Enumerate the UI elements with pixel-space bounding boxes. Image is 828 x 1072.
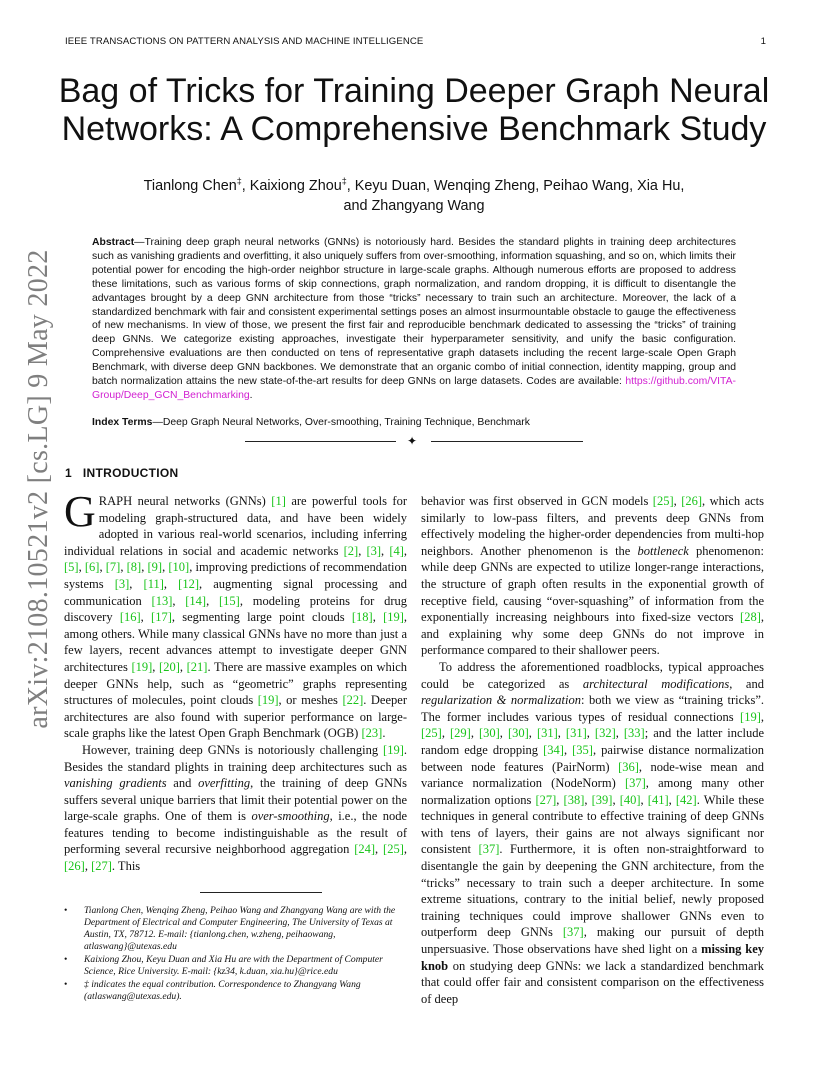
citation-link[interactable]: [17]: [151, 610, 172, 625]
text: , or meshes: [278, 693, 343, 708]
text: are powerful tools for modeling graph-structured data, and have been widely adopted in various real-world scenarios, including inferring individual relations in social and academic networks: [64, 494, 407, 558]
body-column-right: [421, 493, 764, 1007]
citation-link[interactable]: [31]: [565, 726, 587, 741]
text: , improving predictions of recommendation systems: [64, 560, 408, 591]
citation-link[interactable]: [16]: [119, 610, 141, 625]
emphasis: over-smoothing: [251, 809, 330, 824]
citation-link[interactable]: [25]: [652, 494, 674, 508]
text: : both we view as “training tricks”. The former includes various types of residual connections: [421, 693, 764, 724]
citation-link[interactable]: [42]: [675, 792, 697, 807]
citation-link[interactable]: [19]: [131, 659, 153, 674]
footnote-text: ‡ indicates the equal contribution. Correspondence to Zhangyang Wang (atlaswang@utexas.edu).: [84, 979, 361, 1002]
citation-link[interactable]: [30]: [507, 726, 529, 741]
citation-link[interactable]: [24]: [354, 842, 376, 857]
section-title-first: I: [82, 466, 87, 480]
text: , which acts similarly to low-pass filters, and prevents deep GNNs from effectively modeling the higher-order dependencies from multi-hop neighbors. Another phenomenon is the: [421, 494, 765, 558]
equal-contribution-mark: ‡: [341, 176, 347, 186]
section-divider-left: [245, 441, 396, 442]
citation-link[interactable]: [19]: [383, 742, 404, 757]
paragraph: GRAPH neural networks (GNNs) [1] are powerful tools for modeling graph-structured data, and have been widely adopted in various real-world scenarios, including inferring individual relations in social and academic networks [2], [3], [4], [5], [6], [7], [8], [9], [10], improving predictions of recommendation systems [3], [11], [12], augmenting signal processing and communication [13], [14], [15], modeling proteins for drug discovery [16], [17], segmenting large point clouds [18], [19], among others. While many classical GNNs have no more than just a few layers, recent advances attempt to investigate deeper GNN architectures [19], [20], [21]. There are massive examples on which deeper GNNs help, such as “geometric” graphs representing structures of molecules, point clouds [19], or meshes [22]. Deeper architectures are also found with superior performance on large-scale graphs like the latest Open Graph Benchmark (OGB) [23].: [64, 487, 408, 741]
citation-link[interactable]: [35]: [572, 742, 593, 757]
footnote-item: [64, 905, 407, 953]
index-terms-text: —Deep Graph Neural Networks, Over-smoothing, Training Technique, Benchmark: [152, 417, 530, 428]
author-text: Tianlong Chen: [143, 177, 237, 194]
section-number: 1: [65, 466, 72, 480]
text: , the training of deep GNNs suffers several unique barriers that limit their potential power on the large-scale graphs. One of them is: [64, 776, 407, 824]
citation-link[interactable]: [23]: [361, 726, 383, 741]
equal-contribution-mark: ‡: [236, 176, 242, 186]
bold-phrase: missing key knob: [421, 942, 764, 973]
section-title-rest: NTRODUCTION: [86, 466, 179, 480]
text: behavior was first observed in GCN models: [421, 494, 653, 508]
abstract-label: Abstract: [92, 237, 135, 248]
lead-word: RAPH: [98, 494, 133, 508]
citation-link[interactable]: [2]: [343, 543, 359, 558]
citation-link[interactable]: [6]: [84, 560, 100, 575]
text: , node-wise mean and variance normalization (NodeNorm): [421, 759, 764, 791]
citation-link[interactable]: [7]: [105, 560, 121, 575]
text: , among others. While many classical GNNs have no more than just a few layers, recent advances attempt to investigate deeper GNN architectures: [64, 610, 408, 674]
text: , pairwise distance normalization between node features (PairNorm): [421, 742, 764, 774]
text: However, training deep GNNs is notoriously challenging: [82, 742, 384, 757]
citation-link[interactable]: [27]: [535, 792, 557, 807]
citation-link[interactable]: [40]: [619, 792, 641, 807]
text: , among many other normalization options: [421, 776, 764, 807]
bullet-icon: •: [64, 905, 68, 916]
text: . There are massive examples on which deeper GNNs help, such as “geometric” graphs representing structures of molecules, point clouds: [64, 659, 407, 708]
bullet-icon: •: [64, 954, 68, 965]
citation-link[interactable]: [8]: [126, 560, 142, 575]
citation-link[interactable]: [32]: [594, 726, 616, 741]
text: . While these techniques in general contribute to effective training of deep GNNs with tens of layers, their gains are not always significant nor consistent: [421, 792, 765, 857]
text: , augmenting signal processing and communication: [64, 576, 407, 608]
citation-link[interactable]: [26]: [681, 494, 703, 508]
abstract-text: —Training deep graph neural networks (GNNs) is notoriously hard. Besides the standard plights in training deep architectures such as vanishing gradients and overfitting, it also uniquely suffers from over-smoothing, information squashing, and so on, which limits their potential power for encoding the high-order neighbor structure in large-scale graphs. Although numerous efforts are proposed to address these limitations, such as various forms of skip connections, graph normalization, and random dropping, it is difficult to disentangle the advantages brought by a deep GNN architecture from those “tricks” necessary to train such an architecture. Moreover, the lack of a standardized benchmark with fair and consistent experimental settings poses an almost insurmountable obstacle to gauge the effectiveness of new mechanisms. In view of those, we present the first fair and reproducible benchmark dedicated to assessing the “tricks” of training deep GNNs. We categorize existing approaches, investigate their hyperparameter sensitivity, and unify the basic configuration. Comprehensive evaluations are then conducted on tens of representative graph datasets including the recent large-scale Open Graph Benchmark, with diverse deep GNN backbones. We demonstrate that an organic combo of initial connection, identity mapping, group and batch normalization attains the new state-of-the-art results for deep GNNs on large datasets. Codes are available:: [92, 237, 736, 388]
citation-link[interactable]: [18]: [351, 610, 373, 625]
text: , and: [729, 676, 764, 691]
footnote-item: [64, 954, 407, 978]
citation-link[interactable]: [11]: [143, 576, 164, 591]
footnote-item: [64, 979, 407, 1003]
text: . Deeper architectures are also found with superior performance on large-scale graphs like the latest Open Graph Benchmark (OGB): [64, 693, 407, 741]
citation-link[interactable]: [37]: [562, 925, 584, 940]
author-text: , Keyu Duan, Wenqing Zheng, Peihao Wang, Xia Hu,: [346, 177, 685, 194]
emphasis: regularization & normalization: [421, 693, 581, 708]
citation-link[interactable]: [15]: [219, 593, 240, 608]
index-terms-label: Index Terms: [92, 417, 153, 428]
bullet-icon: •: [64, 979, 68, 990]
abstract-end: .: [249, 389, 253, 401]
citation-link[interactable]: [25]: [383, 842, 404, 857]
title-line-1: Bag of Tricks for Training Deeper Graph Neural: [58, 72, 770, 110]
index-terms: [92, 416, 736, 430]
title-line-2: Networks: A Comprehensive Benchmark Study: [61, 110, 767, 148]
citation-link[interactable]: [21]: [186, 659, 208, 674]
text: To address the aforementioned roadblocks, typical approaches could be categorized as: [421, 659, 764, 691]
citation-link[interactable]: [28]: [740, 610, 761, 625]
citation-link[interactable]: [36]: [618, 759, 639, 774]
citation-link[interactable]: [34]: [543, 742, 564, 757]
citation-link[interactable]: [31]: [536, 726, 558, 741]
text: phenomenon: while deep GNNs are expected to utilize longer-range interactions, the structure of graph often results in the exponential growth of receptive field, causing “over-squashing” of information from the exponentially increasing neighbours into fixed-size vectors: [421, 543, 765, 625]
citation-link[interactable]: [13]: [151, 593, 173, 608]
citation-link[interactable]: [38]: [563, 792, 585, 807]
text: neural networks (GNNs): [132, 494, 272, 508]
footnote-text: Tianlong Chen, Wenqing Zheng, Peihao Wang and Zhangyang Wang are with the Department of Electrical and Computer Engineering, The University of Texas at Austin, TX, 78712. E-mail: {tianlong.chen, w.zheng, peihaowang, atlaswang}@utexas.edu: [84, 905, 396, 952]
citation-link[interactable]: [9]: [147, 560, 163, 575]
author-list: [80, 171, 748, 216]
citation-link[interactable]: [3]: [114, 576, 130, 591]
text: and: [166, 776, 199, 791]
citation-link[interactable]: [19]: [740, 709, 761, 724]
citation-link[interactable]: [20]: [159, 659, 180, 674]
citation-link[interactable]: [27]: [91, 859, 112, 874]
citation-link[interactable]: [14]: [185, 593, 207, 608]
citation-link[interactable]: [30]: [478, 726, 500, 741]
section-heading-introduction: [65, 466, 179, 480]
citation-link[interactable]: [25]: [421, 726, 442, 741]
citation-link[interactable]: [37]: [478, 842, 500, 857]
citation-link[interactable]: [1]: [271, 494, 286, 508]
running-head: IEEE TRANSACTIONS ON PATTERN ANALYSIS AND MACHINE INTELLIGENCE: [65, 36, 424, 47]
text: , segmenting large point clouds: [171, 610, 352, 625]
text: , and explaining why some deep GNNs do not improve in performance compared to their shallower peers.: [421, 610, 764, 658]
citation-link[interactable]: [41]: [647, 792, 669, 807]
emphasis: bottleneck: [637, 543, 689, 558]
footnotes: [64, 905, 407, 1004]
citation-link[interactable]: [10]: [168, 560, 190, 575]
citation-link[interactable]: [5]: [64, 560, 79, 575]
text: , making our pursuit of depth unpersuasive. Those observations have shed light on a: [421, 925, 764, 957]
body-column-left: [64, 487, 408, 875]
author-text: , Kaixiong Zhou: [241, 177, 342, 194]
footnote-rule: [200, 892, 322, 893]
code-repository-link[interactable]: https://github.com/VITA-Group/Deep_GCN_Benchmarking: [92, 376, 736, 401]
text: .: [382, 726, 386, 741]
citation-link[interactable]: [33]: [623, 726, 645, 741]
footnote-text: Kaixiong Zhou, Keyu Duan and Xia Hu are with the Department of Computer Science, Rice University. E-mail: {kz34, k.duan, xia.hu}@rice.edu: [84, 954, 383, 977]
citation-link[interactable]: [39]: [591, 792, 613, 807]
divider-ornament-icon: ✦: [407, 434, 418, 448]
citation-link[interactable]: [26]: [64, 859, 85, 874]
text: ; and the latter include random edge dropping: [421, 726, 765, 757]
text: on studying deep GNNs: we lack a standardized benchmark that could offer fair and consistent comparison on the effectiveness of deep: [421, 958, 764, 1006]
text: . Besides the standard plights in training deep architectures such as: [64, 742, 407, 774]
text: , modeling proteins for drug discovery: [64, 593, 408, 625]
citation-link[interactable]: [4]: [389, 543, 404, 558]
paper-title: [50, 72, 778, 148]
text: , i.e., the node features tending to become indistinguishable as the result of performing several recursive neighborhood aggregation: [64, 809, 408, 857]
drop-cap: G: [64, 487, 96, 536]
citation-link[interactable]: [22]: [342, 693, 364, 708]
citation-link[interactable]: [3]: [366, 543, 382, 558]
page-number: 1: [760, 36, 766, 47]
section-divider-right: [431, 441, 583, 442]
citation-link[interactable]: [19]: [257, 693, 279, 708]
citation-link[interactable]: [19]: [383, 610, 404, 625]
citation-link[interactable]: [37]: [624, 776, 646, 791]
paragraph: However, training deep GNNs is notoriously challenging [19]. Besides the standard plights in training deep architectures such as vanishing gradients and overfitting, the training of deep GNNs suffers several unique barriers that limit their potential power on the large-scale graphs. One of them is over-smoothing, i.e., the node features tending to become indistinguishable as the result of performing several recursive neighborhood aggregation [24], [25], [26], [27]. This: [64, 742, 408, 874]
arxiv-identifier-stamp: arXiv:2108.10521v2 [cs.LG] 9 May 2022: [23, 249, 54, 729]
citation-link[interactable]: [29]: [449, 726, 471, 741]
emphasis: vanishing gradients: [64, 776, 167, 791]
paragraph: To address the aforementioned roadblocks, typical approaches could be categorized as architectural modifications, and regularization & normalization: both we view as “training tricks”. The former includes various types of residual connections [19], [25], [29], [30], [30], [31], [31], [32], [33]; and the latter include random edge dropping [34], [35], pairwise distance normalization between node features (PairNorm) [36], node-wise mean and variance normalization (NodeNorm) [37], among many other normalization options [27], [38], [39], [40], [41], [42]. While these techniques in general contribute to effective training of deep GNNs with tens of layers, their gains are not always significant nor consistent [37]. Furthermore, it is often non-straightforward to disentangle the gain by deepening the GNN architecture, from the “tricks” necessary to train such a deeper architecture. In some extreme situations, contrary to the initial belief, newly proposed training techniques could improve shallower GNNs even to outperform deep GNNs [37], making our pursuit of depth unpersuasive. Those observations have shed light on a missing key knob on studying deep GNNs: we lack a standardized benchmark that could offer fair and consistent comparison on the effectiveness of deep: [421, 659, 765, 1006]
citation-link[interactable]: [12]: [178, 576, 199, 591]
author-text: and Zhangyang Wang: [343, 197, 485, 214]
abstract: [92, 236, 736, 403]
text: . This: [111, 859, 141, 874]
emphasis: architectural modifications: [582, 676, 730, 691]
emphasis: overfitting: [198, 776, 251, 791]
paragraph: behavior was first observed in GCN models [25], [26], which acts similarly to low-pass filters, and prevents deep GNNs from effectively modeling the higher-order dependencies from multi-hop neighbors. Another phenomenon is the bottleneck phenomenon: while deep GNNs are expected to utilize longer-range interactions, the structure of graph often results in the exponential growth of receptive field, causing “over-squashing” of information from the exponentially increasing neighbours into fixed-size vectors [28], and explaining why some deep GNNs do not improve in performance compared to their shallower peers.: [421, 494, 765, 658]
text: . Furthermore, it is often non-straightforward to disentangle the gain by deepening the GNN architecture, from the “tricks” necessary to train such a deeper architecture. In some extreme situations, contrary to the initial belief, newly proposed training techniques could improve shallower GNNs even to outperform deep GNNs: [421, 842, 764, 940]
